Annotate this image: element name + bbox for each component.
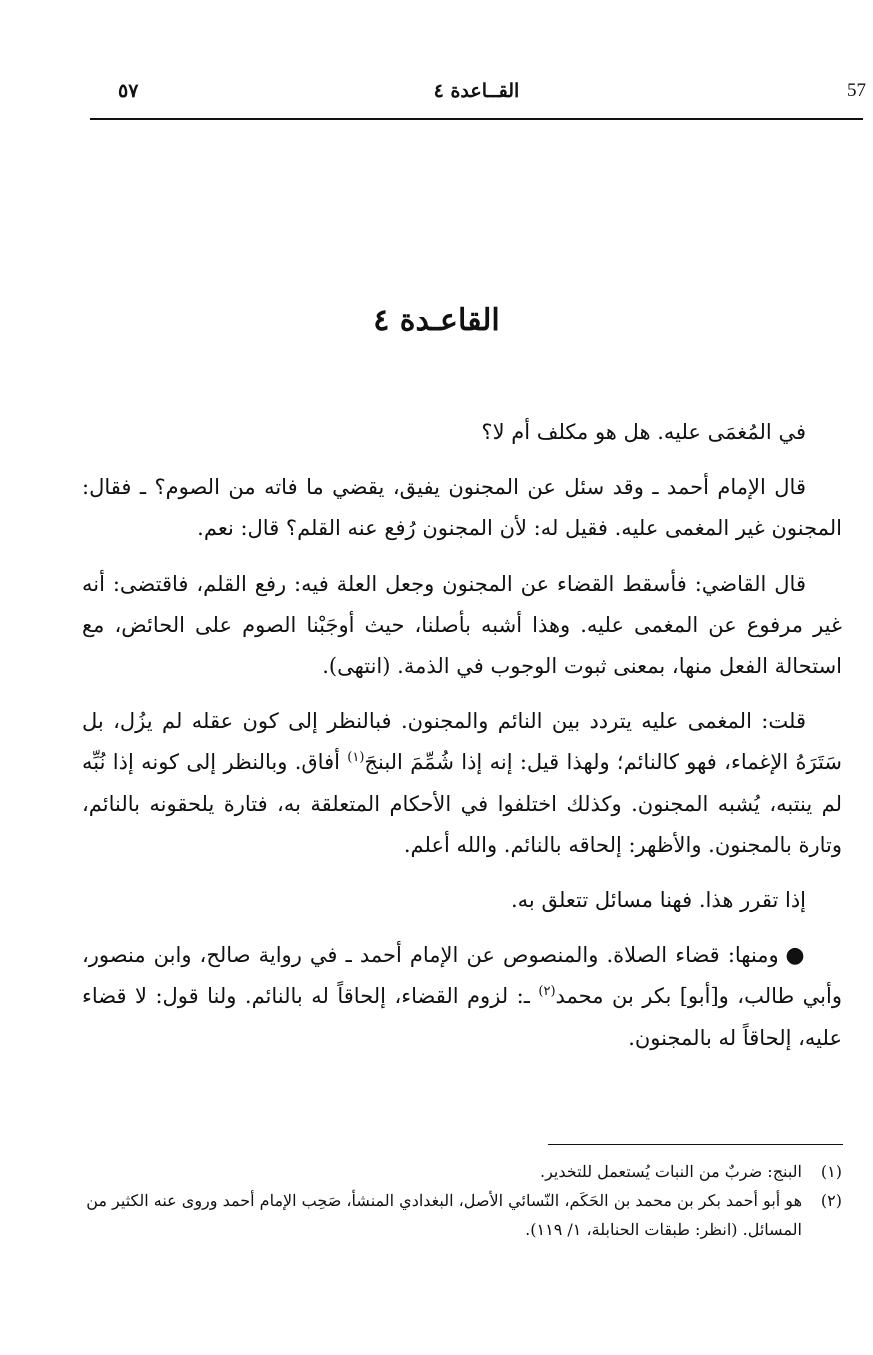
paragraph-author-opinion: [82, 701, 842, 866]
footnote-number: (٢): [820, 1191, 842, 1210]
body-text: [82, 412, 842, 1073]
page-number-arabic: ٥٧: [118, 80, 139, 102]
footnote: [82, 1186, 842, 1244]
paragraph-text: قلت: المغمى عليه يتردد بين النائم والمجنون. فبالنظر إلى كون عقله لم يزُل، بل سَتَرَهُ الإغماء، فهو كالنائم؛ ولهذا قيل: إنه إذا شُمِّمَ البنجَ: [82, 709, 843, 775]
page-number-latin: 57: [847, 80, 866, 101]
footnote-reference-2: (٢): [538, 984, 556, 1000]
paragraph-imam-ahmad: قال الإمام أحمد ـ وقد سئل عن المجنون يفيق، يقضي ما فاته من الصوم؟ ـ فقال: المجنون غير المغمى عليه. فقيل له: لأن المجنون رُفع عنه القلم؟ قال: نعم.: [82, 475, 842, 541]
paragraph-qadi: قال القاضي: فأسقط القضاء عن المجنون وجعل العلة فيه: رفع القلم، فاقتضى: أنه غير مرفوع عن المغمى عليه. وهذا أشبه بأصلنا، حيث أوجَبْنا الصوم على الحائض، مع استحالة الفعل منها، بمعنى ثبوت الوجوب في الذمة. (انتهى).: [82, 571, 842, 679]
footnotes: [82, 1157, 842, 1244]
footnote-number: (١): [820, 1162, 842, 1181]
footnote-reference-1: (١): [347, 750, 365, 766]
paragraph-text: أفاق. وبالنظر إلى كونه إذا نُبِّه لم ينتبه، يُشبه المجنون. وكذلك اختلفوا في الأحكام المتعلقة به، فتارة يلحقونه بالنائم، وتارة بالمجنون. والأظهر: إلحاقه بالنائم. والله أعلم.: [82, 750, 842, 857]
paragraph-question: في المُغمَى عليه. هل هو مكلف أم لا؟: [481, 420, 806, 444]
running-header: [90, 80, 866, 116]
paragraph-issue-prayer: [82, 935, 842, 1059]
running-title: القــاعدة ٤: [433, 80, 520, 102]
footnote-text: البنج: ضربٌ من النبات يُستعمل للتخدير.: [540, 1162, 802, 1181]
footnote-rule: [548, 1144, 843, 1145]
paragraph-text: ومنها: قضاء الصلاة. والمنصوص عن الإمام أحمد ـ في رواية صالح، وابن منصور، وأبي طالب، و[أبو] بكر بن محمد: [82, 943, 843, 1009]
chapter-title: القاعـدة ٤: [373, 303, 500, 338]
footnote: [82, 1157, 842, 1186]
paragraph-transition: إذا تقرر هذا. فهنا مسائل تتعلق به.: [510, 888, 806, 913]
bullet-icon: ●: [785, 943, 806, 969]
header-rule: [90, 118, 863, 120]
footnote-text: هو أبو أحمد بكر بن محمد بن الحَكَم، النّسائي الأصل، البغدادي المنشأ، صَحِب الإمام أحمد وروى عنه الكثير من المسائل. (انظر: طبقات الحنابلة، ١/ ١١٩).: [86, 1191, 802, 1239]
paragraph-text: ـ: لزوم القضاء، إلحاقاً له بالنائم. ولنا قول: لا قضاء عليه، إلحاقاً له بالمجنون.: [82, 984, 842, 1050]
